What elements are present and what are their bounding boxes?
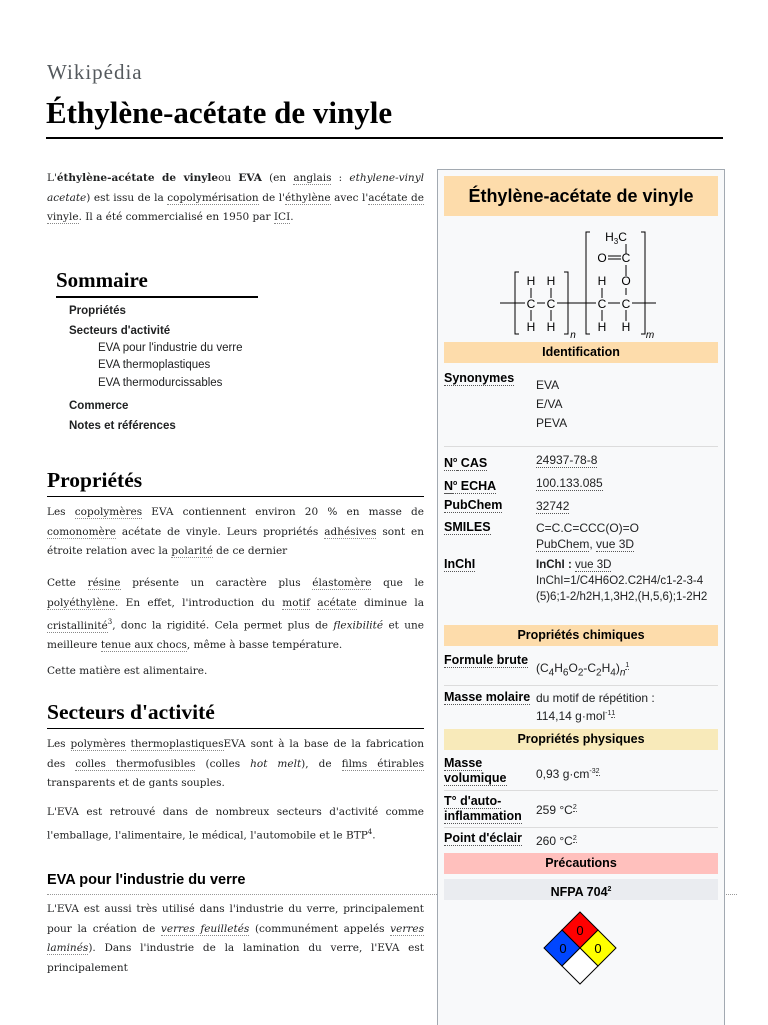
- h-atom-label: H: [597, 320, 607, 334]
- c-atom-label: C: [621, 297, 631, 311]
- link-polyethylene[interactable]: polyéthylène: [47, 596, 116, 609]
- value-point-eclair: 260 $^\circ C^2$: [536, 834, 577, 848]
- toc-rule: [56, 296, 258, 298]
- nfpa-fire-value: 0: [576, 923, 584, 938]
- label-smiles[interactable]: SMILES: [444, 520, 491, 534]
- link-smiles-pubchem[interactable]: PubChem: [536, 537, 590, 551]
- label-echa[interactable]: $N^o$ ECHA: [444, 479, 497, 494]
- h-atom-label: H: [621, 320, 631, 334]
- value-synonymes-2: PEVA: [536, 416, 568, 430]
- link-ethylene[interactable]: éthylène: [284, 191, 331, 204]
- value-synonymes-0: EVA: [536, 378, 560, 392]
- intro-paragraph: L'éthylène-acétate de vinyleou EVA (en anglais : ethylene-vinyl acetate) est issu de la copolymérisation de l'éthylène avec l'acétate de vinyle. Il a été commercialisé en 1950 par ICI.: [47, 172, 424, 223]
- ref-2[interactable]: 2: [607, 886, 612, 893]
- link-adhesives[interactable]: adhésives: [324, 525, 377, 538]
- ref-2[interactable]: 2: [595, 768, 600, 775]
- value-inchi: InChI : vue 3D InChI=1/C4H6O2.C2H4/c1-2-3-4(5)6;1-2/h2H,1,3H2,(H,5,6);1-2H2: [536, 559, 708, 603]
- wikipedia-logo[interactable]: Wikipédia: [47, 60, 143, 84]
- link-inchi-vue3d[interactable]: vue 3D: [574, 559, 612, 571]
- toc-item-thermodurcissables[interactable]: EVA thermodurcissables: [98, 377, 223, 389]
- section-identification: Identification: [444, 342, 718, 363]
- link-anglais[interactable]: anglais: [293, 172, 332, 184]
- link-verres-lamines[interactable]: verres laminés: [47, 922, 424, 954]
- link-polarite[interactable]: polarité: [171, 545, 213, 557]
- carbonyl-c-label: C: [621, 251, 631, 265]
- link-smiles-vue3d[interactable]: vue 3D: [596, 537, 635, 551]
- o-double-label: O: [597, 251, 607, 265]
- value-smiles: C=C.C=CCC(O)=O PubChem, vue 3D: [536, 521, 640, 551]
- toc-item-notes[interactable]: Notes et références: [69, 420, 176, 432]
- heading-proprietes: Propriétés: [47, 468, 143, 492]
- row-divider: [444, 446, 718, 447]
- c-atom-label: C: [597, 297, 607, 311]
- infobox: [437, 169, 725, 1025]
- section-proprietes-physiques: Propriétés physiques: [444, 729, 718, 750]
- link-polymeres[interactable]: polymères: [70, 738, 126, 750]
- verre-paragraph-1: L'EVA est aussi très utilisé dans l'industrie du verre, principalement pour la création de verres feuilletés (communément appelés verres laminés). Dans l'industrie de la lamination du verre, l'EVA est principalement: [47, 903, 424, 974]
- h-atom-label: H: [597, 274, 607, 288]
- section-proprietes-chimiques: Propriétés chimiques: [444, 625, 718, 646]
- value-auto-inflammation: 259 $^\circ C^2$: [536, 803, 577, 817]
- toc-item-commerce[interactable]: Commerce: [69, 400, 129, 412]
- secteurs-paragraph-1: Les polymères thermoplastiquesEVA sont à la base de la fabrication des colles thermofusibles (colles hot melt), de films étirables transparents et de gants souples.: [47, 738, 425, 789]
- row-divider: [444, 685, 718, 686]
- link-copolymerisation[interactable]: copolymérisation: [167, 191, 259, 204]
- value-masse-molaire: du motif de répétition : 114,14 g·mol$^{-11}$: [536, 691, 655, 723]
- row-divider: [444, 827, 718, 828]
- label-masse-volumique[interactable]: Masse volumique: [444, 756, 507, 785]
- label-inchi[interactable]: InChI: [444, 557, 476, 571]
- h-atom-label: H: [526, 274, 536, 288]
- proprietes-paragraph-3: Cette matière est alimentaire.: [47, 665, 208, 677]
- proprietes-paragraph-2: Cette résine présente un caractère plus élastomère que le polyéthylène. En effet, l'introduction du motif acétate diminue la cristallinité$^3$, donc la rigidité. Cela permet plus de flexibilité et une meilleure tenue aux chocs, même à basse température.: [47, 577, 425, 651]
- proprietes-paragraph-1: Les copolymères EVA contiennent environ 20 % en masse de comonomère acétate de vinyle. Leurs propriétés adhésives sont en étroite relation avec la polarité de ce dernier: [47, 506, 425, 557]
- ref-4[interactable]: 4: [367, 827, 373, 836]
- c-atom-label: C: [526, 297, 536, 311]
- value-synonymes-1: E/VA: [536, 397, 563, 411]
- section-precautions: Précautions: [444, 853, 718, 874]
- heading-verre: EVA pour l'industrie du verre: [47, 872, 246, 888]
- link-films-etirables[interactable]: films étirables: [341, 757, 425, 770]
- link-acetate[interactable]: acétate: [317, 596, 357, 609]
- label-pubchem[interactable]: PubChem: [444, 498, 503, 512]
- h-atom-label: H: [526, 320, 536, 334]
- h-atom-label: H: [546, 274, 556, 288]
- ester-o-label: O: [621, 274, 631, 288]
- value-cas[interactable]: 24937-78-8: [536, 453, 598, 467]
- link-verres-feuilletes[interactable]: verres feuilletés: [160, 922, 250, 935]
- toc-title: Sommaire: [56, 268, 148, 292]
- label-formule-brute[interactable]: Formule brute: [444, 653, 529, 667]
- label-auto-inflammation[interactable]: T° d'auto-inflammation: [444, 794, 522, 823]
- ref-1[interactable]: 1: [625, 662, 630, 669]
- nfpa-reactivity-value: 0: [594, 941, 602, 956]
- ref-3[interactable]: 3: [107, 618, 113, 626]
- title-rule: [46, 137, 723, 139]
- label-synonymes[interactable]: Synonymes: [444, 371, 515, 385]
- link-tenue-aux-chocs[interactable]: tenue aux chocs: [100, 639, 187, 651]
- label-cas[interactable]: $N^o$ CAS: [444, 456, 488, 471]
- link-copolymeres[interactable]: copolymères: [74, 506, 143, 518]
- heading-rule: [47, 728, 424, 729]
- chemical-structure-diagram[interactable]: [498, 222, 673, 342]
- heading-secteurs: Secteurs d'activité: [47, 700, 215, 724]
- link-comonomere[interactable]: comonomère: [47, 525, 116, 538]
- row-divider: [444, 790, 718, 791]
- link-elastomere[interactable]: élastomère: [312, 577, 372, 589]
- link-motif[interactable]: motif: [282, 596, 311, 609]
- toc-item-thermoplastiques[interactable]: EVA thermoplastiques: [98, 359, 211, 371]
- link-cristallinite[interactable]: cristallinité: [47, 619, 108, 632]
- ref-2[interactable]: 2: [572, 804, 577, 811]
- h-atom-label: H: [546, 320, 556, 334]
- value-echa[interactable]: 100.133.085: [536, 476, 603, 490]
- subscript-m: m: [645, 330, 655, 341]
- subscript-n: n: [570, 330, 576, 341]
- label-point-eclair[interactable]: Point d'éclair: [444, 831, 522, 845]
- toc-item-verre[interactable]: EVA pour l'industrie du verre: [98, 342, 243, 354]
- secteurs-paragraph-2: L'EVA est retrouvé dans de nombreux secteurs d'activité comme l'emballage, l'alimentaire, le médical, l'automobile et le BTP$^4$.: [47, 806, 424, 841]
- toc-item-proprietes[interactable]: Propriétés: [69, 305, 126, 317]
- label-masse-molaire[interactable]: Masse molaire: [444, 690, 531, 704]
- toc-item-secteurs[interactable]: Secteurs d'activité: [69, 325, 171, 337]
- infobox-title: Éthylène-acétate de vinyle: [444, 176, 718, 216]
- page-title: Éthylène-acétate de vinyle: [46, 95, 393, 130]
- link-ici[interactable]: ICI: [273, 211, 291, 223]
- link-resine[interactable]: résine: [87, 577, 121, 589]
- value-masse-volumique: 0,93 $g\cdot cm^{-32}$: [536, 767, 600, 781]
- ref-2[interactable]: 2: [572, 835, 577, 842]
- ref-1[interactable]: 1: [611, 710, 616, 717]
- heading-rule: [47, 496, 424, 497]
- value-pubchem[interactable]: 32742: [536, 499, 570, 513]
- c-atom-label: C: [546, 297, 556, 311]
- nfpa-health-value: 0: [559, 941, 567, 956]
- nfpa-704-header[interactable]: NFPA $704^2$: [444, 879, 718, 900]
- link-colles-thermofusibles[interactable]: colles thermofusibles: [75, 757, 196, 770]
- value-formule-brute: $(C_4H_6O_2-C_2H_4)_n^1$: [536, 661, 630, 679]
- link-thermoplastiques[interactable]: thermoplastiques: [130, 738, 224, 750]
- nfpa-704-diamond[interactable]: [542, 910, 618, 986]
- h3c-label: $H_3C$: [605, 230, 627, 246]
- link-acetate-de-vinyle[interactable]: acétate de vinyle: [47, 191, 424, 223]
